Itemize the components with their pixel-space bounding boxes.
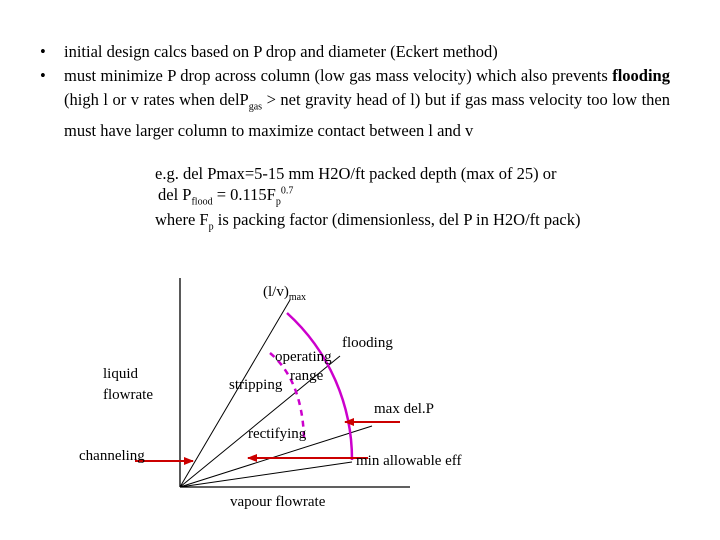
text-run: (l/v) [263,284,289,300]
subscript: flood [191,196,213,208]
vapour-flowrate-label: vapour flowrate [230,494,326,510]
bullet-glyph: • [40,66,46,85]
text-run: must minimize P drop across column (low gas mass velocity) which also prevents [64,66,613,85]
superscript: 0.7 [280,185,294,197]
subscript: p [208,221,214,233]
subscript: max [288,292,307,303]
lv-max-label [263,284,306,303]
operating-label: operating [275,349,332,365]
flooding-bold: flooding [612,66,670,85]
range-label: range [290,368,324,384]
text-run: > net gravity head of l) but if gas mass velocity too low then must have larger column to maximize contact between l and v [64,90,670,141]
liquid-flowrate-label-1: liquid [103,366,139,382]
subscript: p [275,196,281,208]
min-eff-label: min allowable eff [356,453,462,469]
stripping-label: stripping [229,377,283,393]
text-run: (high l or v rates when delP [64,90,249,109]
flooding-label: flooding [342,335,393,351]
channeling-label: channeling [79,448,145,464]
gas-subscript: gas [248,101,263,113]
text-run: is packing factor (dimensionless, del P in H2O/ft pack) [213,210,581,229]
text-run: del P [158,185,192,204]
rectifying-label: rectifying [248,426,307,442]
text-run: where F [155,210,209,229]
bullet-text-1: initial design calcs based on P drop and diameter (Eckert method) [64,42,498,61]
liquid-flowrate-label-2: flowrate [103,387,153,403]
max-delp-label: max del.P [374,401,434,417]
text-run: = 0.115F [212,185,276,204]
example-line-1: e.g. del Pmax=5-15 mm H2O/ft packed depth (max of 25) or [155,164,557,183]
bullet-glyph: • [40,42,46,61]
